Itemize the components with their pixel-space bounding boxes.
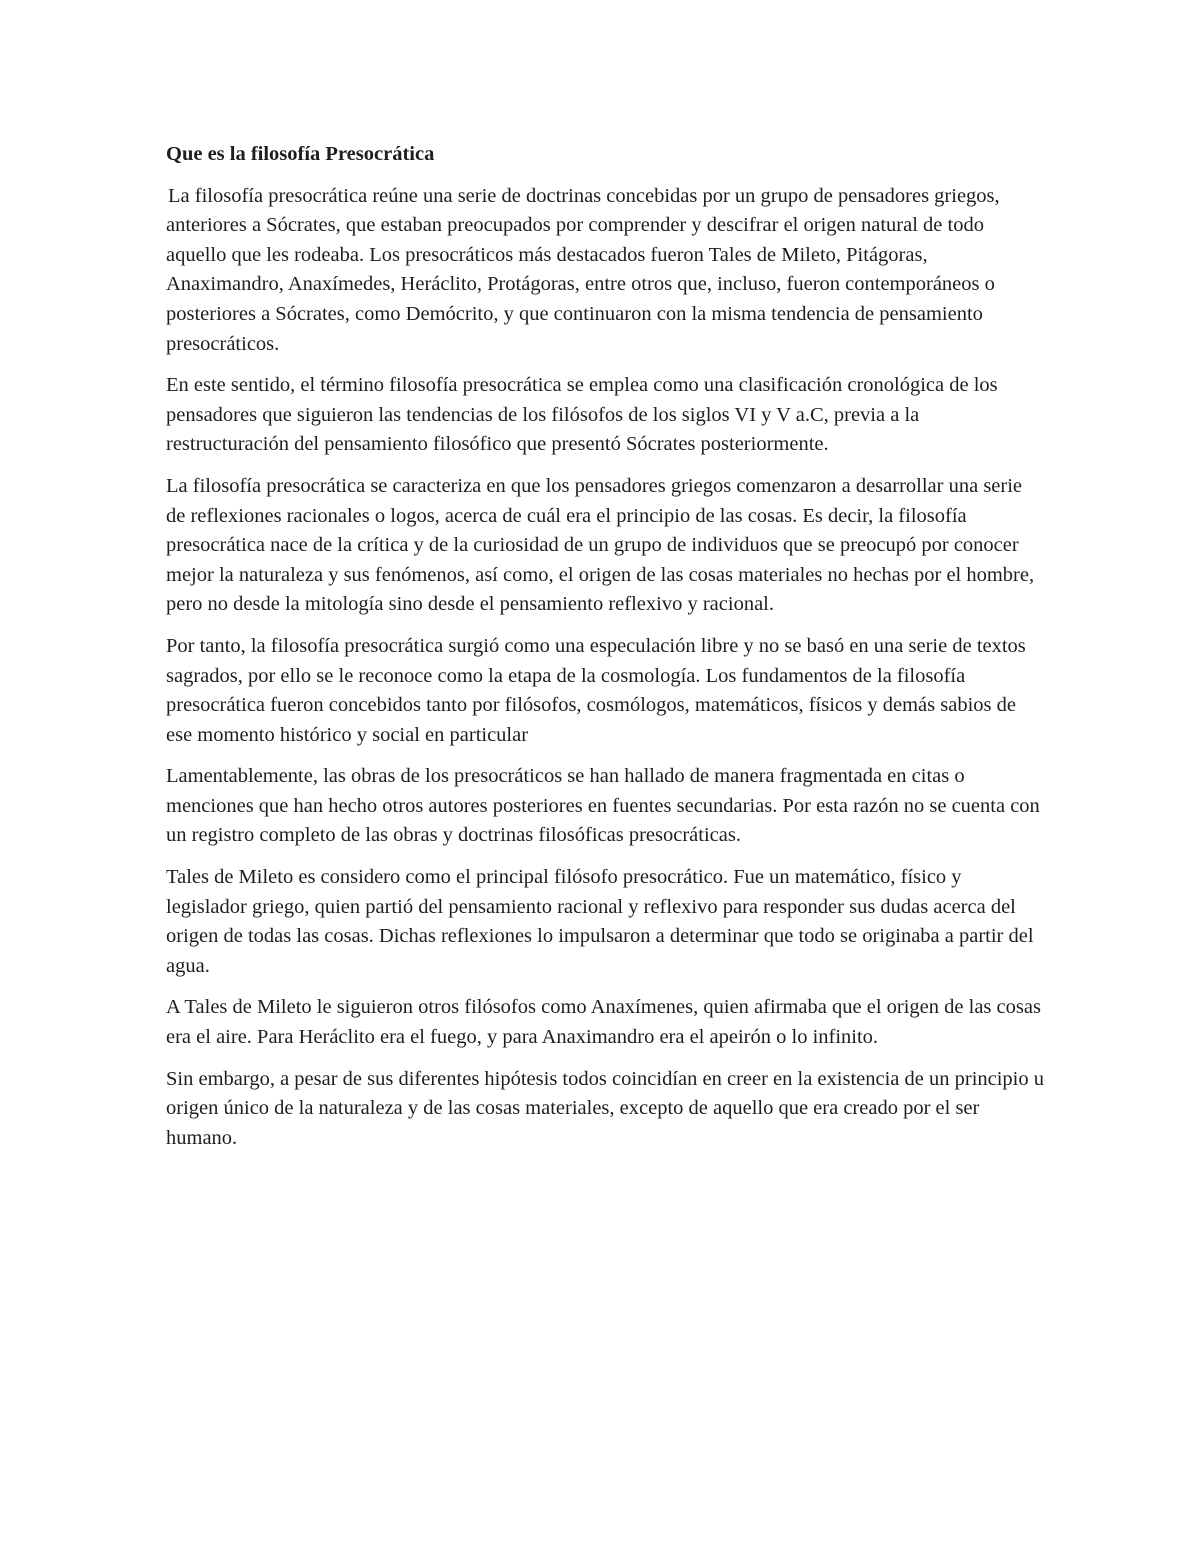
- paragraph-chronology: En este sentido, el término filosofía presocrática se emplea como una clasificación cronológica de los pensadores que siguieron las tendencias de los filósofos de los siglos VI y V a.C, previa a la restructuración del pensamiento filosófico que presentó Sócrates posteriormente.: [166, 374, 998, 456]
- paragraph-conclusion: Sin embargo, a pesar de sus diferentes hipótesis todos coincidían en creer en la existencia de un principio u origen único de la naturaleza y de las cosas materiales, excepto de aquello que era creado por el ser humano.: [166, 1067, 1045, 1149]
- document-body: [166, 140, 1046, 1165]
- document-title: Que es la filosofía Presocrática: [166, 143, 435, 165]
- paragraph-intro: La filosofía presocrática reúne una serie de doctrinas concebidas por un grupo de pensadores griegos, anteriores a Sócrates, que estaban preocupados por comprender y descifrar el origen natural de todo aquello que les rodeaba. Los presocráticos más destacados fueron Tales de Mileto, Pitágoras, Anaximandro, Anaxímedes, Heráclito, Protágoras, entre otros que, incluso, fueron contemporáneos o posteriores a Sócrates, como Demócrito, y que continuaron con la misma tendencia de pensamiento presocráticos.: [166, 184, 1000, 355]
- paragraph-tales: Tales de Mileto es considero como el principal filósofo presocrático. Fue un matemático, físico y legislador griego, quien partió del pensamiento racional y reflexivo para responder sus dudas acerca del origen de todas las cosas. Dichas reflexiones lo impulsaron a determinar que todo se originaba a partir del agua.: [166, 866, 1034, 977]
- paragraph-characteristics: La filosofía presocrática se caracteriza en que los pensadores griegos comenzaron a desarrollar una serie de reflexiones racionales o logos, acerca de cuál era el principio de las cosas. Es decir, la filosofía presocrática nace de la crítica y de la curiosidad de un grupo de individuos que se preocupó por conocer mejor la naturaleza y sus fenómenos, así como, el origen de las cosas materiales no hechas por el hombre, pero no desde la mitología sino desde el pensamiento reflexivo y racional.: [166, 474, 1035, 616]
- paragraph-fragments: Lamentablemente, las obras de los presocráticos se han hallado de manera fragmentada en citas o menciones que han hecho otros autores posteriores en fuentes secundarias. Por esta razón no se cuenta con un registro completo de las obras y doctrinas filosóficas presocráticas.: [166, 765, 1040, 847]
- paragraph-followers: A Tales de Mileto le siguieron otros filósofos como Anaxímenes, quien afirmaba que el origen de las cosas era el aire. Para Heráclito era el fuego, y para Anaximandro era el apeirón o lo infinito.: [166, 996, 1041, 1049]
- paragraph-cosmology: Por tanto, la filosofía presocrática surgió como una especulación libre y no se basó en una serie de textos sagrados, por ello se le reconoce como la etapa de la cosmología. Los fundamentos de la filosofía presocrática fueron concebidos tanto por filósofos, cosmólogos, matemáticos, físicos y demás sabios de ese momento histórico y social en particular: [166, 634, 1026, 746]
